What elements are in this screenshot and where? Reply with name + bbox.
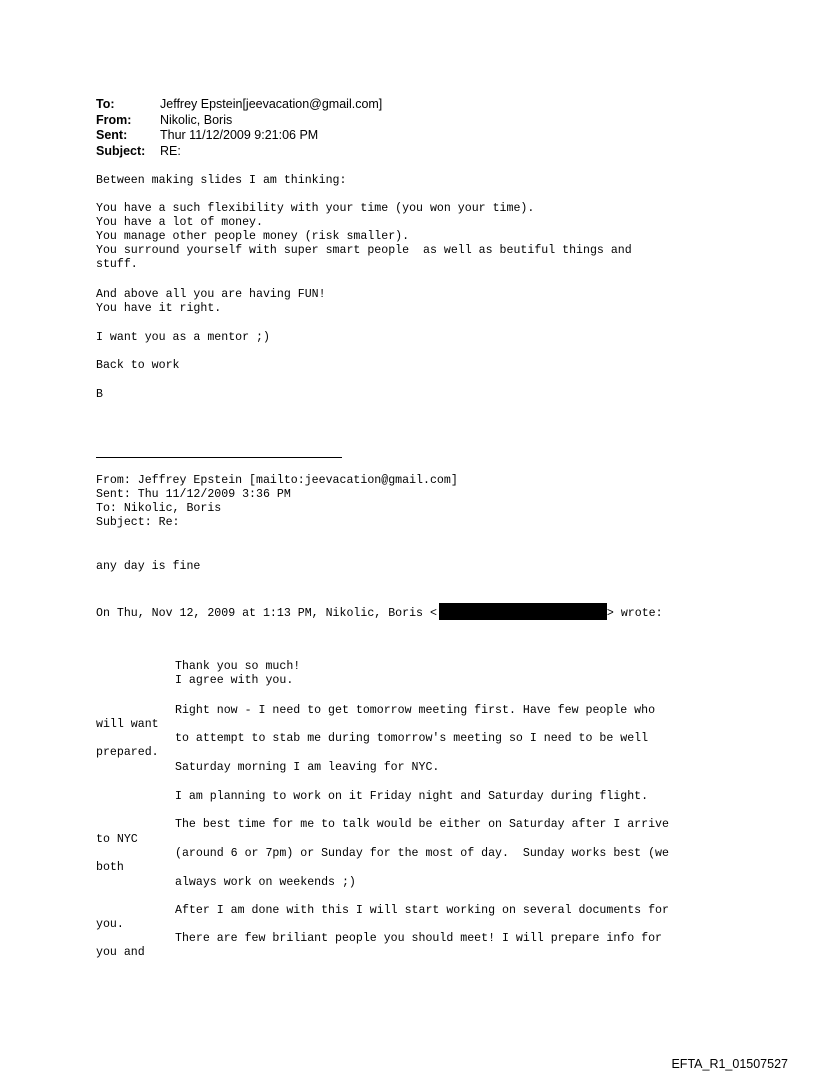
body-line: stuff. <box>96 258 138 271</box>
signature-initial: B <box>96 388 103 401</box>
from-value: Nikolic, Boris <box>160 112 233 127</box>
separator-line <box>96 457 342 458</box>
quoted-line: There are few briliant people you should meet! I will prepare info for <box>175 932 663 945</box>
quoted-line-wrap: both <box>96 861 124 874</box>
quoted-subject-line: Subject: Re: <box>96 516 180 529</box>
body-line: Between making slides I am thinking: <box>96 174 347 187</box>
quoted-line: Saturday morning I am leaving for NYC. <box>175 761 440 774</box>
body-line: You have a such flexibility with your time (you won your time). <box>96 202 535 215</box>
body-line: You manage other people money (risk smaller). <box>96 230 410 243</box>
body-line: You have it right. <box>96 302 222 315</box>
to-value: Jeffrey Epstein[jeevacation@gmail.com] <box>160 97 383 111</box>
body-line: And above all you are having FUN! <box>96 288 326 301</box>
header-from-row <box>96 113 382 129</box>
quoted-to-line: To: Nikolic, Boris <box>96 502 222 515</box>
quoted-line-wrap: you. <box>96 918 124 931</box>
quoted-line: (around 6 or 7pm) or Sunday for the most of day. Sunday works best (we <box>175 847 669 860</box>
quoted-line: Right now - I need to get tomorrow meeting first. Have few people who <box>175 704 656 717</box>
subject-label: Subject: <box>96 143 146 158</box>
quoted-line: I am planning to work on it Friday night and Saturday during flight. <box>175 790 649 803</box>
subject-value: RE: <box>160 143 181 158</box>
quoted-line: Thank you so much! <box>175 660 301 673</box>
document-id: EFTA_R1_01507527 <box>671 1057 788 1071</box>
quoted-line: to attempt to stab me during tomorrow's meeting so I need to be well <box>175 732 649 745</box>
quoted-line-wrap: will want <box>96 718 159 731</box>
body-line: I want you as a mentor ;) <box>96 331 270 344</box>
header-subject-row <box>96 144 382 160</box>
header-sent-row <box>96 128 382 144</box>
body-line: You have a lot of money. <box>96 216 263 229</box>
header-to-row <box>96 97 382 113</box>
from-label: From: <box>96 112 132 127</box>
body-line: You surround yourself with super smart people as well as beutiful things and <box>96 244 632 257</box>
body-line: Back to work <box>96 359 180 372</box>
email-header <box>96 97 382 159</box>
quoted-line-wrap: you and <box>96 946 145 959</box>
quoted-line: I agree with you. <box>175 674 294 687</box>
reply-text: any day is fine <box>96 560 201 573</box>
quoted-line: The best time for me to talk would be either on Saturday after I arrive <box>175 818 669 831</box>
to-label: To: <box>96 97 115 111</box>
sent-label: Sent: <box>96 128 128 142</box>
quoted-line-wrap: prepared. <box>96 746 159 759</box>
quoted-line: always work on weekends ;) <box>175 876 356 889</box>
attribution-end: > wrote: <box>606 607 663 620</box>
quoted-line: After I am done with this I will start working on several documents for <box>175 904 669 917</box>
quoted-sent-line: Sent: Thu 11/12/2009 3:36 PM <box>96 488 291 501</box>
quoted-line-wrap: to NYC <box>96 833 138 846</box>
quoted-from-line: From: Jeffrey Epstein [mailto:jeevacation@gmail.com] <box>96 474 458 487</box>
attribution-start: On Thu, Nov 12, 2009 at 1:13 PM, Nikolic, Boris < <box>96 607 437 620</box>
sent-value: Thur 11/12/2009 9:21:06 PM <box>160 128 319 142</box>
attribution-line <box>96 603 663 621</box>
redaction-box <box>439 603 607 620</box>
